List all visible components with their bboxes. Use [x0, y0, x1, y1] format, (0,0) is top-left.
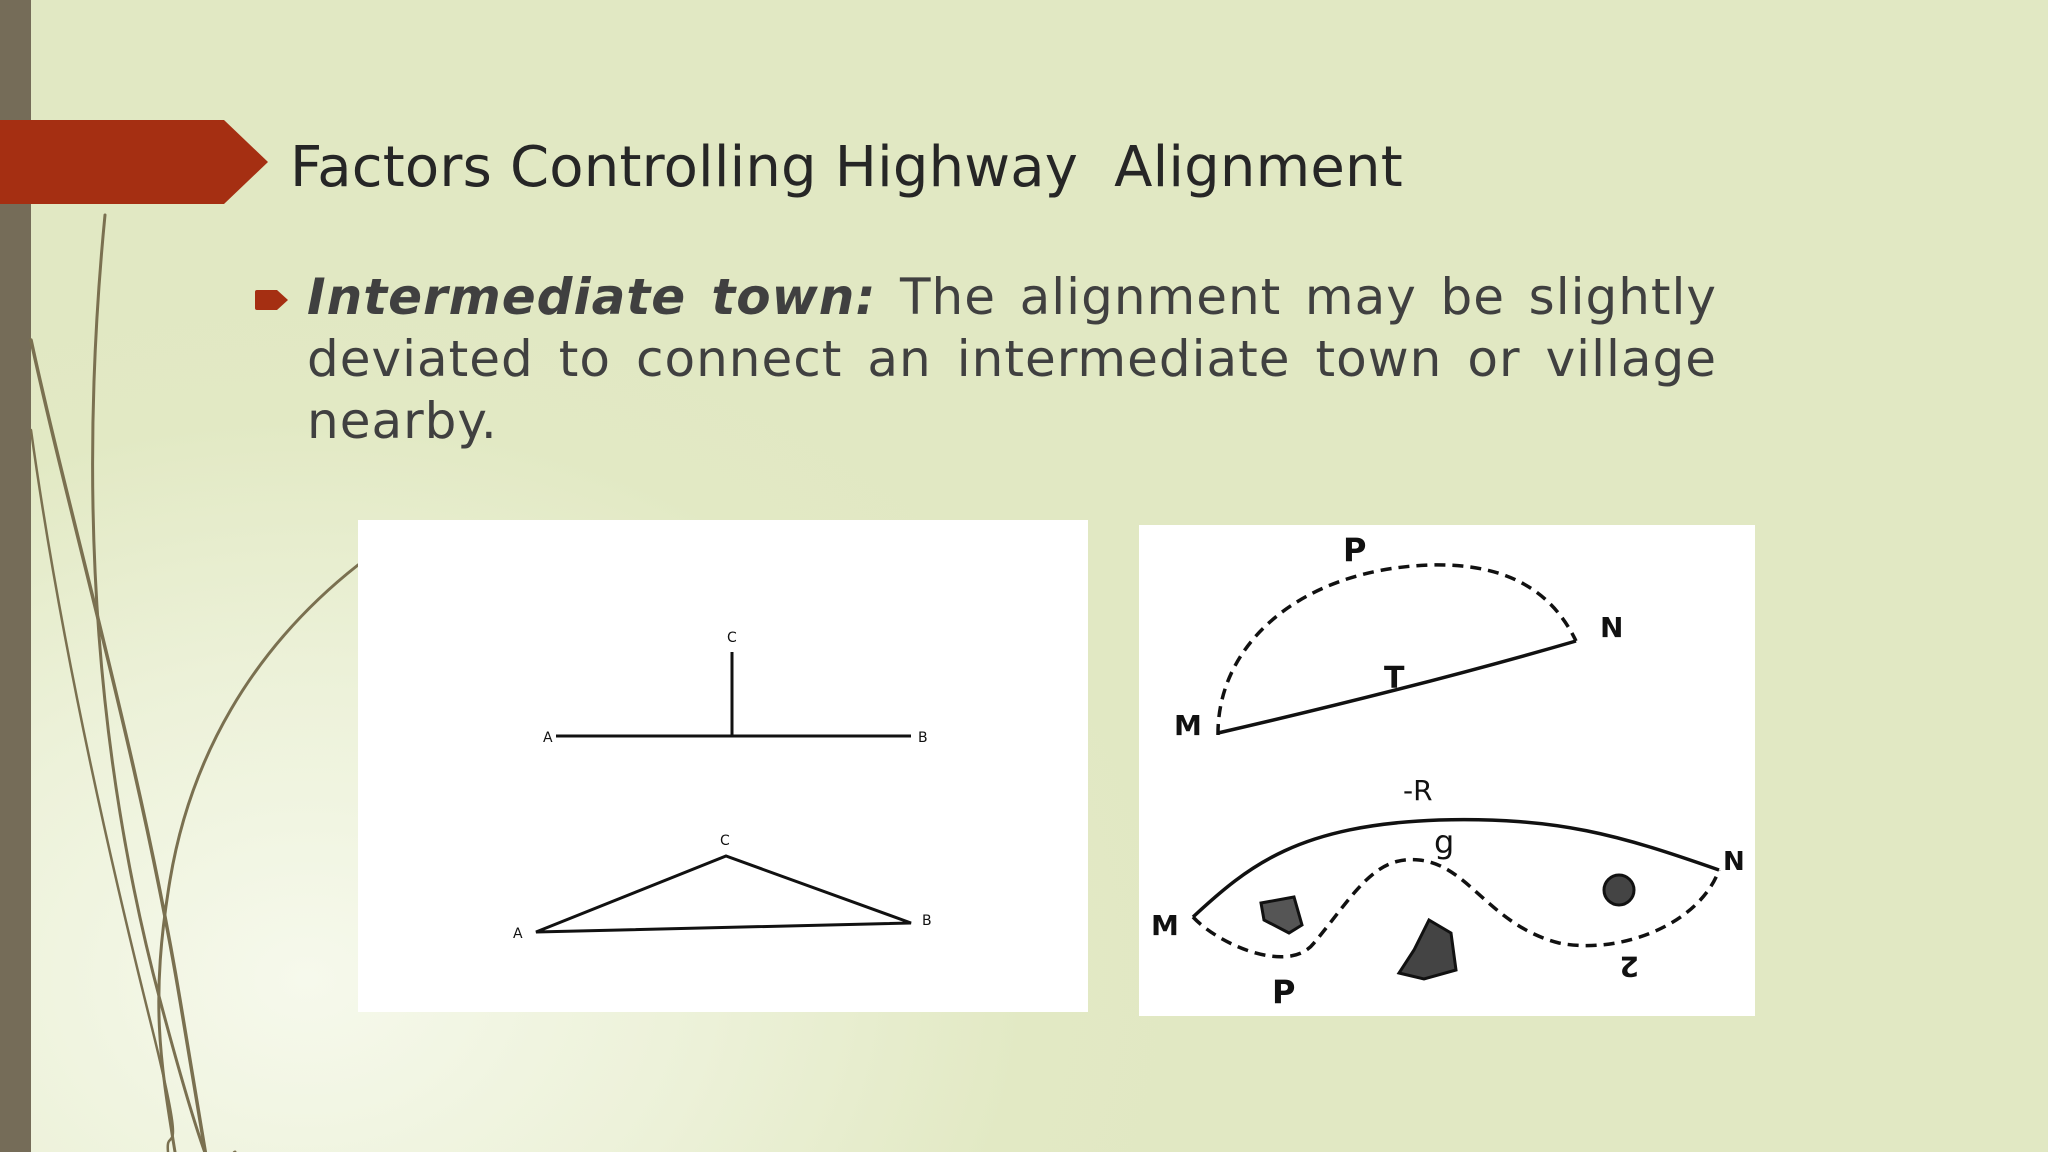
label-a: A — [543, 730, 553, 746]
label-r: -R — [1403, 774, 1433, 807]
label-c: C — [727, 630, 737, 646]
label-s: 2 — [1619, 950, 1639, 983]
obstacle-pond — [1604, 875, 1634, 905]
diagram-deviated-alignment — [513, 833, 932, 942]
obstacle-block — [1261, 897, 1302, 933]
bullet-arrow-icon — [253, 288, 290, 312]
bullet-body: The alignment may be slightly deviated to connect an intermediate town or village nearby. — [307, 268, 1717, 450]
grass-blade — [159, 565, 358, 1152]
label-t: T — [1384, 661, 1405, 696]
label-b: B — [918, 730, 928, 746]
label-n: N — [1723, 847, 1745, 877]
label-p: P — [1343, 531, 1367, 569]
figure-left-drawing — [358, 520, 1088, 1012]
label-a: A — [513, 926, 523, 942]
diagram-route-mn-bottom — [1151, 774, 1745, 1011]
label-c: C — [720, 833, 730, 849]
grass-blade — [31, 430, 173, 1152]
triangle-acb — [536, 856, 911, 932]
label-q: g — [1434, 823, 1455, 861]
straight-vs-deviated-figure — [358, 520, 1088, 1012]
label-b: B — [922, 913, 932, 929]
label-m: M — [1151, 909, 1179, 942]
diagram-straight-alignment — [543, 630, 928, 746]
dashed-route-via-p — [1218, 565, 1576, 735]
title-accent-arrow — [0, 120, 268, 204]
label-p: P — [1272, 973, 1296, 1011]
slide-title: Factors Controlling Highway Alignment — [290, 135, 1403, 200]
label-n: N — [1600, 611, 1624, 644]
obstacle-block — [1399, 920, 1456, 979]
bullet-item — [307, 266, 1717, 452]
route-options-figure — [1139, 525, 1755, 1016]
diagram-route-mn-top — [1174, 531, 1623, 742]
figure-right-drawing — [1139, 525, 1755, 1016]
grass-blade — [31, 340, 206, 1152]
label-m: M — [1174, 709, 1202, 742]
bullet-term: Intermediate town: — [307, 268, 877, 326]
